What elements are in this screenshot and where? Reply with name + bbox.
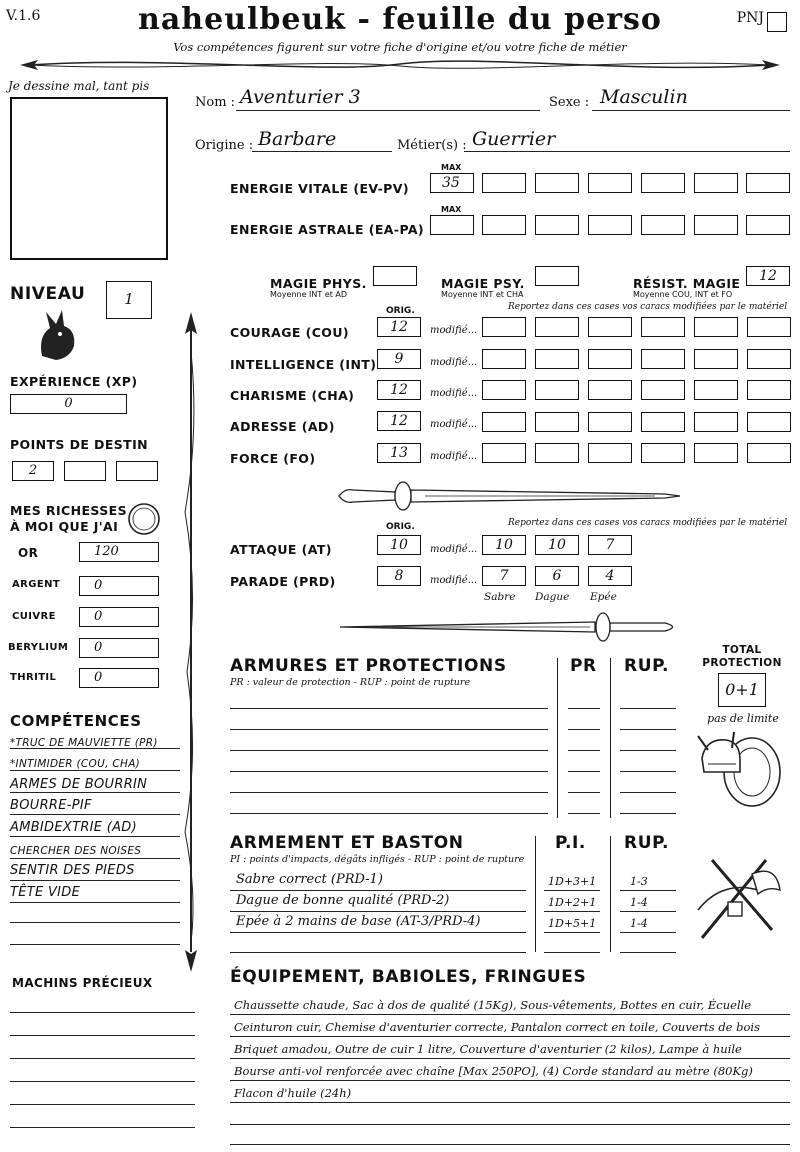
richesses-label-2: À MOI QUE J'AI	[10, 519, 119, 534]
pr-line[interactable]	[568, 771, 600, 772]
stat-mod-box[interactable]	[694, 349, 738, 369]
equipment-text: Chaussette chaude, Sac à dos de qualité (15Kg), Sous-vêtements, Bottes en cuir, Écuelle	[234, 998, 752, 1012]
equipment-line[interactable]	[230, 1102, 790, 1103]
ev-box[interactable]	[746, 173, 790, 193]
ea-label: ENERGIE ASTRALE (EA-PA)	[230, 222, 425, 237]
skill-item: *TRUC DE MAUVIETTE (PR)	[10, 737, 158, 749]
precious-line[interactable]	[10, 1035, 195, 1036]
currency-label: ARGENT	[12, 579, 61, 590]
stat-mod-box[interactable]	[482, 412, 526, 432]
at-label: ATTAQUE (AT)	[230, 542, 332, 557]
rup-line[interactable]	[620, 890, 676, 891]
magie-psy-label: MAGIE PSY.	[441, 276, 525, 291]
weapon-name-label: Epée	[590, 591, 617, 603]
pr-line[interactable]	[568, 729, 600, 730]
equipment-line[interactable]	[230, 1058, 790, 1059]
stat-mod-box[interactable]	[694, 380, 738, 400]
portrait-caption: Je dessine mal, tant pis	[8, 79, 150, 93]
currency-box[interactable]	[79, 668, 159, 688]
pnj-checkbox[interactable]	[767, 12, 787, 32]
stat-mod-box[interactable]	[747, 443, 791, 463]
skill-line	[10, 792, 180, 793]
stat-mod-box[interactable]	[641, 317, 685, 337]
richesses-label: MES RICHESSES	[10, 503, 127, 518]
resist-magie-label: RÉSIST. MAGIE	[633, 276, 741, 291]
pr-line[interactable]	[568, 708, 600, 709]
stat-mod-box[interactable]	[588, 380, 632, 400]
equipment-line[interactable]	[230, 1014, 790, 1015]
skill-line	[10, 770, 180, 771]
currency-box[interactable]	[79, 607, 159, 627]
ev-label: ENERGIE VITALE (EV-PV)	[230, 181, 409, 196]
rup-line[interactable]	[620, 792, 676, 793]
equipment-text: Briquet amadou, Outre de cuir 1 litre, Couverture d'aventurier (2 kilos), Lampe à huile	[234, 1042, 742, 1056]
stat-mod-box[interactable]	[535, 412, 579, 432]
stat-label: INTELLIGENCE (INT)	[230, 357, 377, 372]
prd-label: PARADE (PRD)	[230, 574, 336, 589]
stat-mod-box[interactable]	[588, 317, 632, 337]
stat-label: CHARISME (CHA)	[230, 388, 355, 403]
origine-label: Origine :	[195, 138, 254, 153]
weapon-rup: 1-4	[630, 917, 648, 930]
combat-orig-label: ORIG.	[386, 522, 415, 532]
sword-icon	[335, 478, 685, 514]
portrait-box[interactable]	[10, 97, 168, 260]
skill-item: SENTIR DES PIEDS	[10, 863, 135, 878]
competences-label: COMPÉTENCES	[10, 712, 142, 730]
modifie-label: modifié...	[430, 388, 478, 399]
stat-orig-value: 12	[390, 382, 408, 398]
skill-line	[10, 944, 180, 945]
weapon-name-label: Dague	[535, 591, 570, 603]
stat-orig-value: 12	[390, 413, 408, 429]
equipment-text: Flacon d'huile (24h)	[234, 1086, 352, 1100]
weapon-line[interactable]	[230, 911, 526, 912]
limit-note: pas de limite	[707, 712, 779, 725]
stat-modifier-grid	[482, 317, 791, 463]
currency-value: 0	[94, 578, 103, 593]
skill-line	[10, 858, 180, 859]
niveau-label: NIVEAU	[10, 284, 86, 304]
modifie-label: modifié...	[430, 544, 478, 555]
nom-value: Aventurier 3	[240, 86, 361, 108]
resist-magie-sub: Moyenne COU, INT et FO	[633, 290, 733, 299]
armor-line[interactable]	[230, 792, 548, 793]
stat-label: ADRESSE (AD)	[230, 419, 335, 434]
armor-divider	[610, 658, 611, 818]
ea-box[interactable]	[746, 215, 790, 235]
ev-box[interactable]	[694, 173, 738, 193]
weapon-pi: 1D+2+1	[548, 896, 597, 909]
armement-sub: PI : points d'impacts, dégâts infligés - RUP : point de rupture	[230, 854, 525, 865]
dragon-icon	[34, 306, 80, 362]
total-protection-value: 0+1	[725, 680, 759, 699]
ev-box[interactable]	[482, 173, 526, 193]
pi-line[interactable]	[544, 932, 600, 933]
stat-mod-box[interactable]	[482, 443, 526, 463]
stat-mod-box[interactable]	[747, 380, 791, 400]
weapon-rup: 1-3	[630, 875, 648, 888]
sexe-label: Sexe :	[549, 95, 590, 110]
stat-mod-box[interactable]	[588, 412, 632, 432]
ea-max-label: MAX	[441, 205, 462, 214]
precious-line[interactable]	[10, 1127, 195, 1128]
ev-box[interactable]	[535, 173, 579, 193]
currency-box[interactable]	[79, 542, 159, 562]
skill-item: *INTIMIDER (COU, CHA)	[10, 758, 141, 770]
precious-line[interactable]	[10, 1012, 195, 1013]
skill-line	[10, 814, 180, 815]
pi-header: P.I.	[555, 833, 586, 853]
modifie-label: modifié...	[430, 357, 478, 368]
pr-line[interactable]	[568, 792, 600, 793]
armor-line[interactable]	[230, 729, 548, 730]
stat-mod-box[interactable]	[535, 380, 579, 400]
currency-label: THRITIL	[10, 672, 57, 683]
modifie-label: modifié...	[430, 325, 478, 336]
rup-line[interactable]	[620, 813, 676, 814]
total-label: TOTAL	[722, 644, 762, 656]
modifie-label: modifié...	[430, 419, 478, 430]
stat-mod-box[interactable]	[641, 412, 685, 432]
helmet-shield-icon	[694, 728, 784, 810]
stat-mod-box[interactable]	[641, 443, 685, 463]
currency-label: OR	[18, 546, 39, 560]
stat-mod-box[interactable]	[641, 349, 685, 369]
pi-line[interactable]	[544, 911, 600, 912]
sexe-value: Masculin	[600, 86, 688, 108]
stat-mod-box[interactable]	[694, 317, 738, 337]
spear-divider-icon	[20, 54, 780, 76]
stat-mod-box[interactable]	[535, 443, 579, 463]
stat-mod-box[interactable]	[588, 349, 632, 369]
skill-line	[10, 880, 180, 881]
pr-line[interactable]	[568, 750, 600, 751]
pr-line[interactable]	[568, 813, 600, 814]
origine-value: Barbare	[258, 128, 337, 150]
currency-label: CUIVRE	[12, 611, 56, 622]
spear-icon	[181, 312, 201, 972]
rup-line[interactable]	[620, 932, 676, 933]
pr-header: PR	[570, 656, 597, 676]
stat-mod-box[interactable]	[747, 317, 791, 337]
stats-note: Reportez dans ces cases vos caracs modifiées par le matériel	[508, 302, 788, 312]
equipment-line[interactable]	[230, 1036, 790, 1037]
weapon-pi: 1D+5+1	[548, 917, 597, 930]
coin-icon	[127, 502, 161, 536]
at-orig-value: 10	[390, 537, 408, 553]
stat-mod-box[interactable]	[535, 349, 579, 369]
armures-label: ARMURES ET PROTECTIONS	[230, 656, 507, 676]
xp-value: 0	[64, 396, 73, 411]
stat-label: COURAGE (COU)	[230, 325, 349, 340]
metier-value: Guerrier	[472, 128, 556, 150]
equipment-line[interactable]	[230, 1144, 790, 1145]
weapon-name: Epée à 2 mains de base (AT-3/PRD-4)	[236, 914, 481, 929]
sword-icon	[335, 610, 685, 644]
prd-mod-value: 7	[499, 568, 509, 584]
metier-label: Métier(s) :	[397, 138, 467, 153]
weapons-divider	[535, 836, 536, 952]
equipment-line[interactable]	[230, 1080, 790, 1081]
weapon-line[interactable]	[230, 932, 526, 933]
rup-line[interactable]	[620, 771, 676, 772]
skill-item: AMBIDEXTRIE (AD)	[10, 820, 137, 835]
prd-orig-value: 8	[394, 568, 404, 584]
pnj-label: PNJ	[736, 10, 764, 26]
stat-label: FORCE (FO)	[230, 451, 316, 466]
stat-mod-box[interactable]	[535, 317, 579, 337]
rup-header: RUP.	[624, 833, 670, 853]
magie-phys-label: MAGIE PHYS.	[270, 276, 367, 291]
page-subtitle: Vos compétences figurent sur votre fiche d'origine et/ou votre fiche de métier	[173, 40, 627, 54]
skill-line	[10, 902, 180, 903]
ea-box[interactable]	[535, 215, 579, 235]
at-mod-value: 10	[548, 537, 566, 553]
protection-label: PROTECTION	[702, 657, 782, 669]
nom-label: Nom :	[195, 95, 236, 110]
magie-phys-box[interactable]	[373, 266, 417, 286]
armures-sub: PR : valeur de protection - RUP : point de rupture	[230, 677, 471, 688]
at-mod-value: 7	[605, 537, 615, 553]
stat-mod-box[interactable]	[588, 443, 632, 463]
currency-box[interactable]	[79, 638, 159, 658]
equipment-text: Ceinturon cuir, Chemise d'aventurier correcte, Pantalon correct en toile, Couverts de bois	[234, 1020, 761, 1034]
xp-label: EXPÉRIENCE (XP)	[10, 374, 138, 389]
weapon-name: Dague de bonne qualité (PRD-2)	[236, 893, 450, 908]
ev-box[interactable]	[641, 173, 685, 193]
armement-label: ARMEMENT ET BASTON	[230, 833, 464, 853]
ev-box[interactable]	[588, 173, 632, 193]
stat-mod-box[interactable]	[747, 349, 791, 369]
combat-note: Reportez dans ces cases vos caracs modifiées par le matériel	[508, 518, 788, 528]
stat-mod-box[interactable]	[747, 412, 791, 432]
destin-box[interactable]	[64, 461, 106, 481]
currency-value: 120	[94, 544, 119, 559]
prd-mod-value: 4	[605, 568, 615, 584]
weapon-rup: 1-4	[630, 896, 648, 909]
equipment-line[interactable]	[230, 1124, 790, 1125]
currency-value: 0	[94, 640, 103, 655]
ea-max-box[interactable]	[430, 215, 474, 235]
rup-line[interactable]	[620, 952, 676, 953]
skill-item: CHERCHER DES NOISES	[10, 845, 142, 857]
pi-line[interactable]	[544, 952, 600, 953]
stat-orig-value: 13	[390, 445, 408, 461]
stat-mod-box[interactable]	[482, 349, 526, 369]
magie-psy-sub: Moyenne INT et CHA	[441, 290, 524, 299]
rup-line[interactable]	[620, 708, 676, 709]
skill-item: ARMES DE BOURRIN	[10, 777, 148, 792]
ea-box[interactable]	[694, 215, 738, 235]
stat-orig-value: 9	[394, 351, 404, 367]
version-label: V.1.6	[6, 8, 41, 24]
rup-line[interactable]	[620, 729, 676, 730]
stat-mod-box[interactable]	[694, 412, 738, 432]
currency-value: 0	[94, 609, 103, 624]
niveau-value: 1	[124, 290, 134, 308]
precious-line[interactable]	[10, 1081, 195, 1082]
weapon-name: Sabre correct (PRD-1)	[236, 872, 383, 887]
ev-max-value: 35	[442, 175, 460, 191]
ea-box[interactable]	[641, 215, 685, 235]
rup-line[interactable]	[620, 911, 676, 912]
weapon-name-label: Sabre	[484, 591, 516, 603]
modifie-label: modifié...	[430, 451, 478, 462]
ea-box[interactable]	[482, 215, 526, 235]
armor-line[interactable]	[230, 771, 548, 772]
armor-line[interactable]	[230, 750, 548, 751]
skill-line	[10, 922, 180, 923]
armor-line[interactable]	[230, 708, 548, 709]
at-mod-value: 10	[495, 537, 513, 553]
weapon-line[interactable]	[230, 952, 526, 953]
weapons-divider	[610, 836, 611, 952]
magie-psy-box[interactable]	[535, 266, 579, 286]
destin-label: POINTS DE DESTIN	[10, 437, 149, 452]
skill-item: TÊTE VIDE	[10, 885, 81, 900]
weapon-line[interactable]	[230, 890, 526, 891]
page-title: naheulbeuk - feuille du perso	[138, 2, 662, 37]
ev-max-label: MAX	[441, 163, 462, 172]
stat-mod-box[interactable]	[482, 380, 526, 400]
stats-orig-label: ORIG.	[386, 306, 415, 316]
stat-orig-value: 12	[390, 319, 408, 335]
currency-label: BERYLIUM	[8, 642, 69, 653]
equipement-label: ÉQUIPEMENT, BABIOLES, FRINGUES	[230, 967, 587, 987]
stat-mod-box[interactable]	[482, 317, 526, 337]
rup-line[interactable]	[620, 750, 676, 751]
magie-phys-sub: Moyenne INT et AD	[270, 290, 348, 299]
armor-divider	[557, 658, 558, 818]
armor-line[interactable]	[230, 813, 548, 814]
currency-box[interactable]	[79, 576, 159, 596]
destin-value: 2	[28, 463, 38, 478]
rup-header: RUP.	[624, 656, 670, 676]
currency-value: 0	[94, 670, 103, 685]
weapon-pi: 1D+3+1	[548, 875, 597, 888]
modifie-label: modifié...	[430, 575, 478, 586]
precious-line[interactable]	[10, 1058, 195, 1059]
ea-box[interactable]	[588, 215, 632, 235]
equipment-text: Bourse anti-vol renforcée avec chaîne [Max 250PO], (4) Corde standard au mètre (80Kg)	[234, 1064, 753, 1078]
machins-precieux-label: MACHINS PRÉCIEUX	[12, 976, 153, 990]
pi-line[interactable]	[544, 890, 600, 891]
crossed-weapons-icon	[692, 850, 784, 946]
stat-mod-box[interactable]	[641, 380, 685, 400]
stat-mod-box[interactable]	[694, 443, 738, 463]
skill-line	[10, 836, 180, 837]
precious-line[interactable]	[10, 1104, 195, 1105]
skill-item: BOURRE-PIF	[10, 798, 92, 813]
destin-box[interactable]	[116, 461, 158, 481]
prd-mod-value: 6	[552, 568, 562, 584]
resist-magie-value: 12	[759, 268, 777, 284]
